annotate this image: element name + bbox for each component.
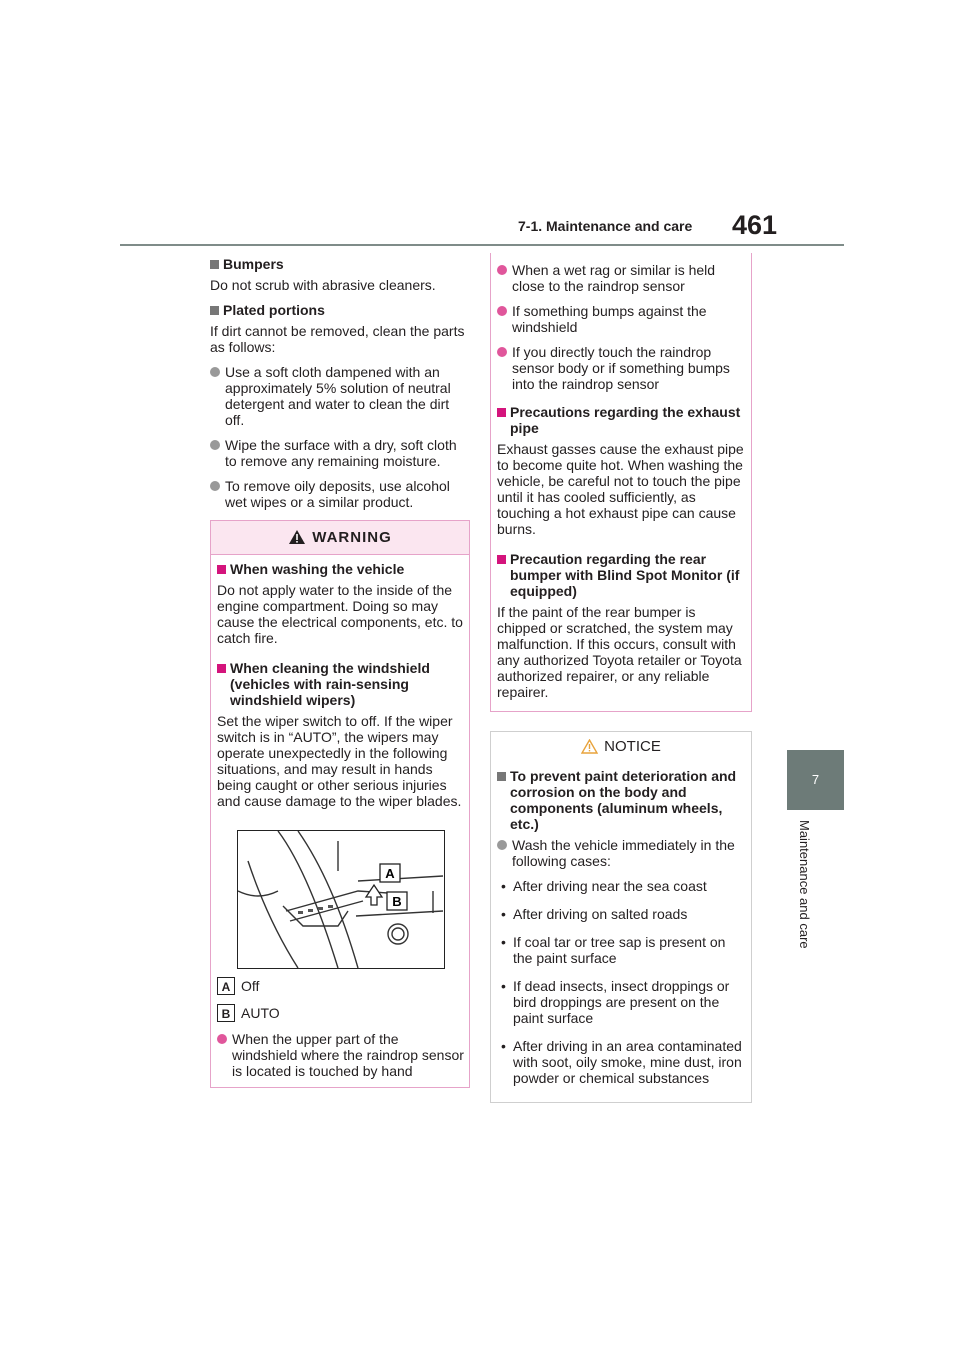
- square-bullet-icon: [210, 260, 219, 269]
- warning-heading-exhaust: [497, 404, 747, 436]
- warning-box-continued: [490, 253, 752, 712]
- notice-header: [491, 732, 751, 762]
- legend-item: [217, 977, 465, 995]
- notice-title: NOTICE: [604, 738, 661, 755]
- bumpers-heading: [210, 256, 472, 272]
- warning-text: Do not apply water to the inside of the engine compartment. Doing so may cause the electrical components, etc. to catch fire.: [217, 582, 463, 646]
- list-item: Wipe the surface with a dry, soft cloth to remove any remaining moisture.: [210, 437, 472, 469]
- list-item: Wash the vehicle immediately in the following cases:: [497, 837, 747, 869]
- warning-heading-windshield: [217, 660, 465, 708]
- legend-text: Off: [241, 978, 260, 994]
- chapter-tab[interactable]: [787, 750, 844, 810]
- warning-content-lower: [217, 977, 465, 1088]
- steering-wheel-illustration: [238, 831, 444, 968]
- plated-heading-text: Plated portions: [223, 302, 325, 318]
- square-bullet-icon: [217, 565, 226, 574]
- warning-heading-text: When cleaning the windshield (vehicles with rain-sensing windshield wipers): [230, 660, 430, 708]
- warning-heading-text: Precaution regarding the rear bumper with Blind Spot Monitor (if equipped): [510, 551, 740, 599]
- warning-heading-bumper: [497, 551, 747, 599]
- plated-text: If dirt cannot be removed, clean the parts as follows:: [210, 323, 465, 355]
- case-item: • If dead insects, insect droppings or bird droppings are present on the paint surface: [497, 978, 747, 1026]
- case-item: • After driving on salted roads: [497, 906, 747, 922]
- bumpers-heading-text: Bumpers: [223, 256, 284, 272]
- warning-text: Exhaust gasses cause the exhaust pipe to become quite hot. When washing the vehicle, be careful not to touch the pipe until it has cooled sufficiently, as touching a hot exhaust pipe can cause burns.: [497, 441, 744, 537]
- case-item: • If coal tar or tree sap is present on the paint surface: [497, 934, 747, 966]
- legend-text: AUTO: [241, 1005, 280, 1021]
- warning-heading-washing: [217, 561, 465, 577]
- list-item: If something bumps against the windshield: [497, 303, 747, 335]
- legend-key: A: [217, 977, 235, 995]
- bumpers-text: Do not scrub with abrasive cleaners.: [210, 277, 436, 293]
- notice-content: [497, 768, 747, 1098]
- notice-heading-text: To prevent paint deterioration and corrosion on the body and components (aluminum wheels, etc.): [510, 768, 737, 832]
- chapter-label: [775, 820, 825, 980]
- square-bullet-icon: [497, 772, 506, 781]
- list-item: To remove oily deposits, use alcohol wet wipes or a similar product.: [210, 478, 472, 510]
- warning-heading-text: Precautions regarding the exhaust pipe: [510, 404, 741, 436]
- warning-content-continued: [497, 262, 747, 709]
- square-bullet-icon: [217, 664, 226, 673]
- list-item: If you directly touch the raindrop sensor body or if something bumps into the raindrop sensor: [497, 344, 747, 392]
- plated-heading: [210, 302, 472, 318]
- warning-text: Set the wiper switch to off. If the wiper switch is in “AUTO”, the wipers may operate unexpectedly in the following situations, and may result in hands being caught or other serious injuries and cause damage to the wiper blades.: [217, 713, 462, 809]
- square-bullet-icon: [210, 306, 219, 315]
- figure-label-a: A: [385, 866, 395, 881]
- left-column: [210, 256, 472, 519]
- header-divider: [120, 244, 844, 246]
- chapter-label-text: Maintenance and care: [797, 820, 812, 949]
- notice-box: [490, 731, 752, 1103]
- list-item: Use a soft cloth dampened with an approximately 5% solution of neutral detergent and water to clean the dirt off.: [210, 364, 472, 428]
- warning-box: [210, 520, 470, 1088]
- square-bullet-icon: [497, 408, 506, 417]
- legend-key: B: [217, 1004, 235, 1022]
- warning-content: [217, 561, 465, 818]
- warning-icon: [288, 529, 306, 545]
- list-item: When a wet rag or similar is held close to the raindrop sensor: [497, 262, 747, 294]
- section-title: 7-1. Maintenance and care: [518, 218, 693, 234]
- case-item: • After driving in an area contaminated with soot, oily smoke, mine dust, iron powder or chemical substances: [497, 1038, 747, 1086]
- wiper-switch-illustration: [237, 830, 445, 969]
- case-item: • After driving near the sea coast: [497, 878, 747, 894]
- square-bullet-icon: [497, 555, 506, 564]
- chapter-number: 7: [811, 772, 820, 787]
- figure-label-b: B: [392, 894, 402, 909]
- warning-title: WARNING: [312, 529, 392, 546]
- legend-item: [217, 1004, 465, 1022]
- warning-heading-text: When washing the vehicle: [230, 561, 405, 577]
- warning-header: [211, 521, 469, 555]
- notice-heading: [497, 768, 747, 832]
- page-number: 461: [732, 210, 778, 240]
- warning-text: If the paint of the rear bumper is chipped or scratched, the system may malfunction. If this occurs, consult with any authorized Toyota retailer or Toyota authorized repairer, or any reliable repairer.: [497, 604, 742, 700]
- caution-icon: [581, 739, 598, 754]
- list-item: When the upper part of the windshield where the raindrop sensor is located is touched by hand: [217, 1031, 465, 1079]
